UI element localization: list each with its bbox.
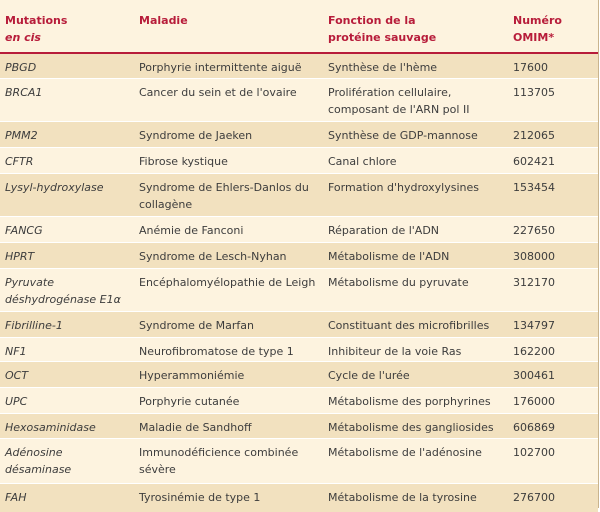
table-row <box>0 243 598 269</box>
gene-cell: FANCG <box>5 224 43 237</box>
function-cell: Réparation de l'ADN <box>328 224 440 237</box>
omim-cell: 308000 <box>513 250 555 263</box>
table-row <box>0 148 598 174</box>
omim-cell: 134797 <box>513 319 555 332</box>
function-cell: Prolifération cellulaire, composant de l'ARN pol II <box>328 86 470 116</box>
omim-cell: 162200 <box>513 345 555 358</box>
table-row <box>0 79 598 122</box>
table-row <box>0 484 598 512</box>
table-row <box>0 362 598 388</box>
gene-cell: Adénosine désaminase <box>5 446 72 476</box>
disease-cell: Tyrosinémie de type 1 <box>139 491 261 504</box>
function-cell: Inhibiteur de la voie Ras <box>328 345 462 358</box>
function-cell: Métabolisme du pyruvate <box>328 276 469 289</box>
gene-cell: Fibrilline-1 <box>5 319 63 332</box>
omim-cell: 17600 <box>513 61 548 74</box>
omim-cell: 276700 <box>513 491 555 504</box>
disease-cell: Porphyrie intermittente aiguë <box>139 61 302 74</box>
disease-cell: Immunodéficience combinée sévère <box>139 446 299 476</box>
gene-cell: PBGD <box>5 61 37 74</box>
table-row <box>0 414 598 439</box>
function-cell: Métabolisme de l'ADN <box>328 250 450 263</box>
gene-cell: Pyruvate déshydrogénase E1α <box>5 276 121 306</box>
function-cell: Formation d'hydroxylysines <box>328 181 480 194</box>
gene-cell: BRCA1 <box>5 86 43 99</box>
omim-cell: 300461 <box>513 369 555 382</box>
disease-cell: Maladie de Sandhoff <box>139 421 252 434</box>
function-cell: Synthèse de l'hème <box>328 61 438 74</box>
gene-cell: PMM2 <box>5 129 38 142</box>
gene-cell: Lysyl-hydroxylase <box>5 181 104 194</box>
table-row <box>0 174 598 217</box>
omim-cell: 312170 <box>513 276 555 289</box>
disease-cell: Hyperammoniémie <box>139 369 245 382</box>
table-row <box>0 439 598 484</box>
disease-cell: Neurofibromatose de type 1 <box>139 345 294 358</box>
disease-cell: Encéphalomyélopathie de Leigh <box>139 276 316 289</box>
header-maladie: Maladie <box>139 14 188 27</box>
gene-cell: OCT <box>5 369 29 382</box>
table-header <box>0 0 598 54</box>
omim-cell: 227650 <box>513 224 555 237</box>
omim-cell: 113705 <box>513 86 555 99</box>
table-row <box>0 388 598 414</box>
table-row <box>0 312 598 338</box>
table-row <box>0 122 598 148</box>
omim-cell: 176000 <box>513 395 555 408</box>
omim-cell: 102700 <box>513 446 555 459</box>
disease-cell: Cancer du sein et de l'ovaire <box>139 86 297 99</box>
disease-cell: Syndrome de Lesch-Nyhan <box>139 250 287 263</box>
disease-cell: Anémie de Fanconi <box>139 224 244 237</box>
gene-cell: HPRT <box>5 250 35 263</box>
function-cell: Cycle de l'urée <box>328 369 410 382</box>
gene-cell: UPC <box>5 395 28 408</box>
disease-cell: Fibrose kystique <box>139 155 228 168</box>
function-cell: Métabolisme de l'adénosine <box>328 446 482 459</box>
omim-cell: 212065 <box>513 129 555 142</box>
header-mutations: Mutations en cis <box>5 14 68 44</box>
function-cell: Métabolisme des gangliosides <box>328 421 494 434</box>
omim-cell: 153454 <box>513 181 555 194</box>
omim-cell: 602421 <box>513 155 555 168</box>
table-row <box>0 338 598 362</box>
disease-cell: Porphyrie cutanée <box>139 395 240 408</box>
table-row <box>0 54 598 79</box>
function-cell: Canal chlore <box>328 155 397 168</box>
disease-cell: Syndrome de Ehlers-Danlos du collagène <box>139 181 309 211</box>
header-omim: Numéro OMIM* <box>513 14 562 44</box>
disease-cell: Syndrome de Jaeken <box>139 129 253 142</box>
table-row <box>0 217 598 243</box>
header-fonction: Fonction de la protéine sauvage <box>328 14 437 44</box>
omim-cell: 606869 <box>513 421 555 434</box>
gene-cell: Hexosaminidase <box>5 421 96 434</box>
gene-cell: FAH <box>5 491 27 504</box>
function-cell: Métabolisme de la tyrosine <box>328 491 477 504</box>
gene-cell: CFTR <box>5 155 34 168</box>
disease-cell: Syndrome de Marfan <box>139 319 255 332</box>
function-cell: Constituant des microfibrilles <box>328 319 490 332</box>
gene-cell: NF1 <box>5 345 27 358</box>
function-cell: Métabolisme des porphyrines <box>328 395 491 408</box>
function-cell: Synthèse de GDP-mannose <box>328 129 478 142</box>
table-row <box>0 269 598 312</box>
